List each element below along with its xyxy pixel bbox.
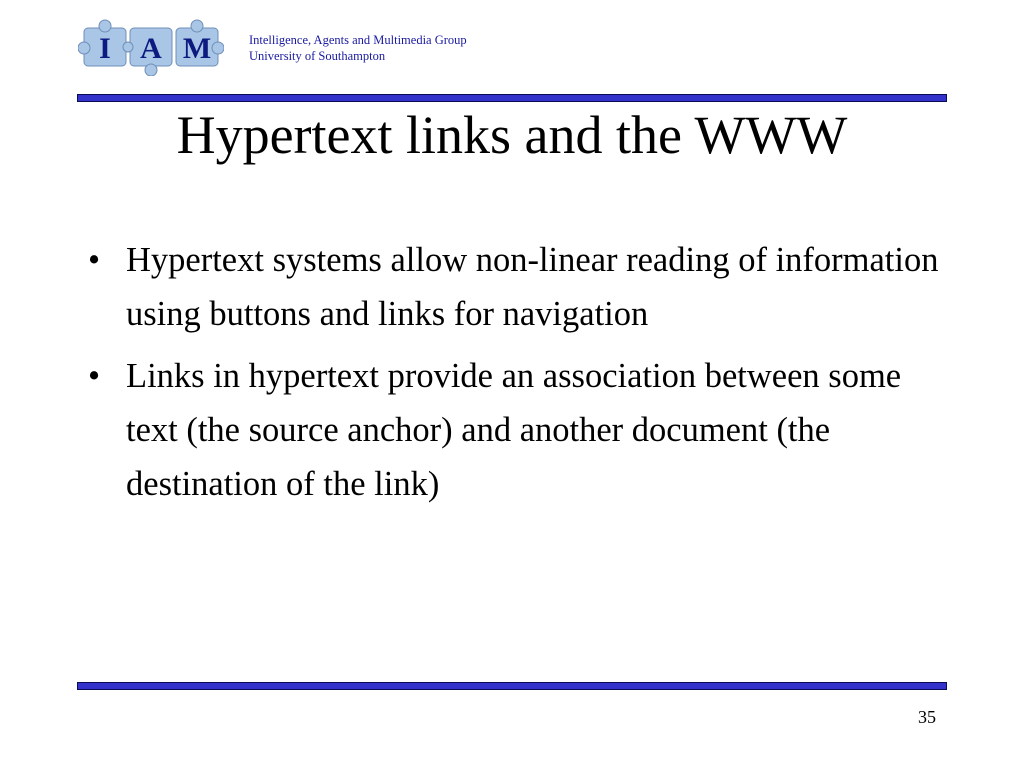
- iam-logo: [78, 18, 224, 76]
- bullet-text: Hypertext systems allow non-linear reading of information using buttons and links for navigation: [126, 241, 939, 333]
- logo-knob: [145, 64, 157, 76]
- logo-knob: [191, 20, 203, 32]
- bullet-text: Links in hypertext provide an association between some text (the source anchor) and another document (the destination of the link): [126, 357, 902, 503]
- affiliation: [249, 32, 467, 64]
- group-name: Intelligence, Agents and Multimedia Group: [249, 33, 467, 47]
- logo-letter-a: A: [140, 32, 162, 65]
- bullet-list: [88, 233, 948, 519]
- bullet-dot: •: [88, 357, 101, 395]
- page-number: 35: [918, 707, 936, 727]
- bullet-item: [88, 349, 948, 511]
- logo-letter-m: M: [182, 32, 212, 65]
- logo-knob: [99, 20, 111, 32]
- bullet-dot: •: [88, 241, 101, 279]
- logo-knob: [123, 42, 133, 52]
- bottom-rule: [77, 682, 947, 690]
- university-name: University of Southampton: [249, 49, 386, 63]
- logo-letter-i: I: [99, 32, 111, 65]
- logo-knob: [78, 42, 90, 54]
- bullet-item: [88, 233, 948, 341]
- logo-knob: [212, 42, 224, 54]
- slide-title: Hypertext links and the WWW: [176, 105, 848, 165]
